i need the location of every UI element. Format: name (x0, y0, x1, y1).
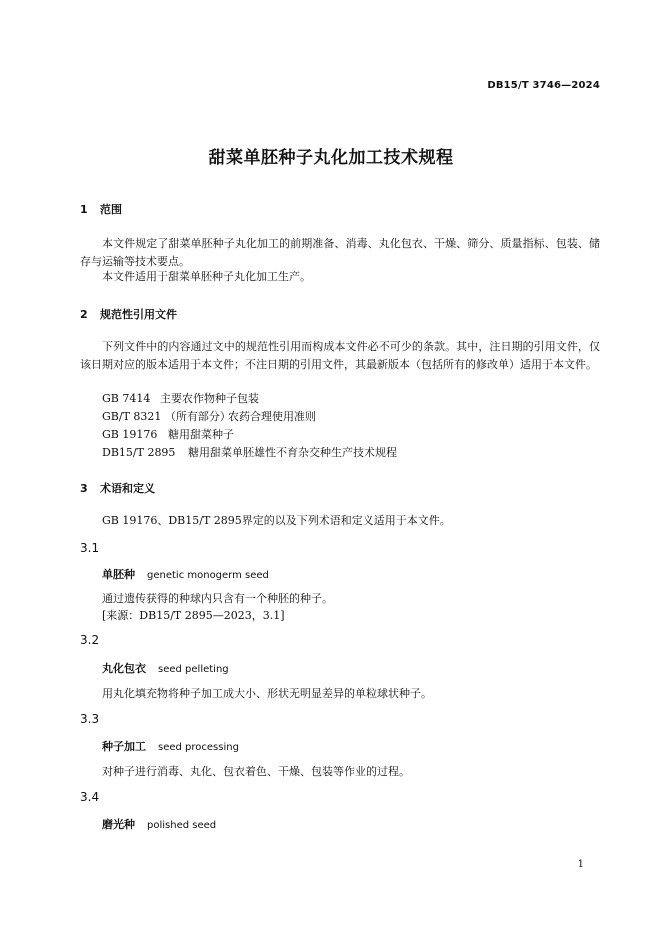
term-en: seed pelleting (158, 664, 229, 675)
reference-item (102, 426, 234, 442)
reference-code: GB 19176 (102, 428, 158, 441)
reference-title: 糖用甜菜种子 (168, 428, 234, 441)
term-heading (102, 660, 229, 676)
reference-item (102, 408, 316, 424)
reference-item (102, 444, 397, 460)
reference-item (102, 390, 259, 406)
term-number: 3.1 (80, 541, 100, 555)
reference-title: 农药合理使用准则 (228, 410, 316, 423)
scope-paragraph-2: 本文件适用于甜菜单胚种子丸化加工生产。 (102, 270, 311, 283)
term-number: 3.4 (80, 790, 100, 804)
term-heading (102, 738, 239, 754)
term-zh: 单胚种 (102, 568, 135, 581)
document-title: 甜菜单胚种子丸化加工技术规程 (208, 148, 454, 168)
section-3-heading (80, 480, 155, 496)
reference-title: 主要农作物种子包装 (160, 392, 259, 405)
term-en: genetic monogerm seed (147, 570, 269, 581)
reference-code: GB 7414 (102, 392, 151, 405)
term-number: 3.2 (80, 633, 100, 647)
term-zh: 丸化包衣 (102, 662, 146, 675)
term-zh: 磨光种 (102, 818, 135, 831)
term-number: 3.3 (80, 712, 100, 726)
section-number: 3 (80, 482, 88, 495)
normative-refs-paragraph: 下列文件中的内容通过文中的规范性引用而构成本文件必不可少的条款。其中，注日期的引用文件，仅该日期对应的版本适用于本文件；不注日期的引用文件，其最新版本（包括所有的修改单）适用于本文件。 (80, 340, 600, 371)
section-number: 1 (80, 203, 88, 216)
terms-intro: GB 19176、DB15/T 2895界定的以及下列术语和定义适用于本文件。 (102, 514, 451, 527)
term-definition: 用丸化填充物将种子加工成大小、形状无明显差异的单粒球状种子。 (102, 687, 432, 700)
reference-code: DB15/T 2895 (102, 446, 176, 459)
standard-code: DB15/T 3746—2024 (487, 80, 600, 91)
scope-paragraph-1: 本文件规定了甜菜单胚种子丸化加工的前期准备、消毒、丸化包衣、干燥、筛分、质量指标、包装、储存与运输等技术要点。 (80, 237, 600, 268)
section-1-heading (80, 201, 122, 217)
term-zh: 种子加工 (102, 740, 146, 753)
term-definition: 通过遗传获得的种球内只含有一个种胚的种子。 (102, 592, 333, 605)
term-definition: 对种子进行消毒、丸化、包衣着色、干燥、包装等作业的过程。 (102, 765, 410, 778)
term-en: polished seed (147, 820, 217, 831)
reference-title: 糖用甜菜单胚雄性不育杂交种生产技术规程 (188, 446, 397, 459)
section-title: 术语和定义 (100, 482, 155, 495)
term-heading (102, 566, 269, 582)
section-number: 2 (80, 308, 88, 321)
section-title: 规范性引用文件 (100, 308, 177, 321)
reference-code: GB/T 8321 （所有部分） (102, 410, 231, 423)
section-title: 范围 (100, 203, 122, 216)
section-2-heading (80, 306, 177, 322)
term-source: [来源：DB15/T 2895—2023，3.1] (102, 609, 285, 622)
page-number: 1 (577, 859, 584, 870)
term-en: seed processing (158, 742, 239, 753)
term-heading (102, 816, 216, 832)
